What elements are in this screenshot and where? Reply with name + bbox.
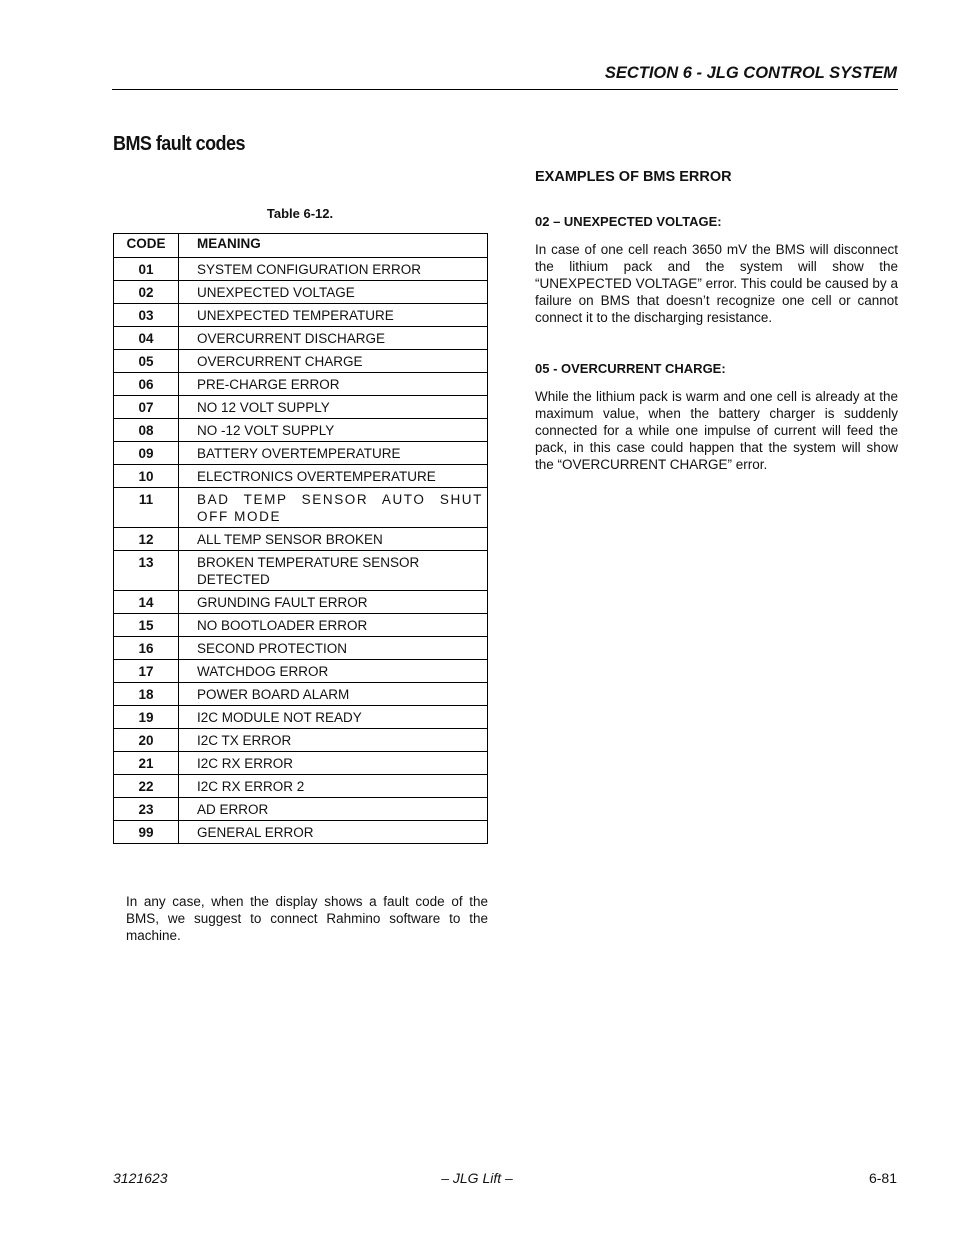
table-row — [114, 396, 488, 419]
table-row — [114, 551, 488, 591]
table-row — [114, 327, 488, 350]
meaning-cell: PRE-CHARGE ERROR — [179, 373, 488, 396]
meaning-cell: ALL TEMP SENSOR BROKEN — [179, 528, 488, 551]
table-row — [114, 752, 488, 775]
table-row — [114, 304, 488, 327]
meaning-cell: UNEXPECTED VOLTAGE — [179, 281, 488, 304]
table-row — [114, 729, 488, 752]
code-cell: 03 — [114, 304, 179, 327]
meaning-cell: I2C RX ERROR — [179, 752, 488, 775]
meaning-cell: OVERCURRENT DISCHARGE — [179, 327, 488, 350]
examples-heading: EXAMPLES OF BMS ERROR — [535, 169, 732, 185]
meaning-cell: UNEXPECTED TEMPERATURE — [179, 304, 488, 327]
meaning-cell: NO 12 VOLT SUPPLY — [179, 396, 488, 419]
code-cell: 22 — [114, 775, 179, 798]
page-title: BMS fault codes — [113, 133, 245, 155]
code-cell: 23 — [114, 798, 179, 821]
code-cell: 10 — [114, 465, 179, 488]
meaning-cell: BATTERY OVERTEMPERATURE — [179, 442, 488, 465]
example-text: While the lithium pack is warm and one cell is already at the maximum value, when the battery charger is suddenly connected for a while one impulse of current will feed the pack, in this case could happen that the system will show the “OVERCURRENT CHARGE” error. — [535, 389, 898, 472]
code-cell: 09 — [114, 442, 179, 465]
code-cell: 99 — [114, 821, 179, 844]
note-paragraph: In any case, when the display shows a fault code of the BMS, we suggest to connect Rahmino software to the machine. — [126, 894, 488, 943]
table-row — [114, 373, 488, 396]
meaning-cell: I2C TX ERROR — [179, 729, 488, 752]
code-cell: 02 — [114, 281, 179, 304]
meaning-cell: OVERCURRENT CHARGE — [179, 350, 488, 373]
code-cell: 20 — [114, 729, 179, 752]
meaning-cell: I2C RX ERROR 2 — [179, 775, 488, 798]
meaning-cell: BAD TEMP SENSOR AUTO SHUT OFF MODE — [179, 488, 488, 528]
table-row — [114, 821, 488, 844]
header-divider — [112, 89, 898, 90]
table-row — [114, 591, 488, 614]
example-text: In case of one cell reach 3650 mV the BMS will disconnect the lithium pack and the system will show the “UNEXPECTED VOLTAGE” error. This could be caused by a failure on BMS that doesn’t recognize one cell or cannot connect it to the discharging resistance. — [535, 242, 898, 325]
document-number: 3121623 — [113, 1170, 168, 1186]
column-header-meaning: MEANING — [179, 234, 488, 258]
meaning-cell: GENERAL ERROR — [179, 821, 488, 844]
table-row — [114, 683, 488, 706]
page-number: 6-81 — [868, 1170, 897, 1186]
code-cell: 12 — [114, 528, 179, 551]
code-cell: 15 — [114, 614, 179, 637]
table-row — [114, 488, 488, 528]
table-row — [114, 419, 488, 442]
table-body — [114, 258, 488, 844]
code-cell: 08 — [114, 419, 179, 442]
table-row — [114, 637, 488, 660]
meaning-cell: POWER BOARD ALARM — [179, 683, 488, 706]
table-row — [114, 706, 488, 729]
meaning-cell: ELECTRONICS OVERTEMPERATURE — [179, 465, 488, 488]
meaning-cell: SYSTEM CONFIGURATION ERROR — [179, 258, 488, 281]
table-row — [114, 442, 488, 465]
column-header-code: CODE — [114, 234, 179, 258]
code-cell: 07 — [114, 396, 179, 419]
code-cell: 17 — [114, 660, 179, 683]
meaning-cell: WATCHDOG ERROR — [179, 660, 488, 683]
table-row — [114, 775, 488, 798]
code-cell: 14 — [114, 591, 179, 614]
code-cell: 06 — [114, 373, 179, 396]
code-cell: 16 — [114, 637, 179, 660]
example-title: 02 – UNEXPECTED VOLTAGE: — [535, 214, 722, 229]
code-cell: 04 — [114, 327, 179, 350]
code-cell: 21 — [114, 752, 179, 775]
code-cell: 11 — [114, 488, 179, 528]
table-row — [114, 660, 488, 683]
table-row — [114, 614, 488, 637]
table-row — [114, 350, 488, 373]
fault-code-table — [113, 233, 488, 844]
meaning-cell: NO BOOTLOADER ERROR — [179, 614, 488, 637]
table-row — [114, 258, 488, 281]
table-row — [114, 281, 488, 304]
code-cell: 19 — [114, 706, 179, 729]
table-caption: Table 6-12. — [266, 206, 334, 221]
table-row — [114, 465, 488, 488]
code-cell: 01 — [114, 258, 179, 281]
meaning-cell: SECOND PROTECTION — [179, 637, 488, 660]
meaning-cell: NO -12 VOLT SUPPLY — [179, 419, 488, 442]
section-title: SECTION 6 - JLG CONTROL SYSTEM — [604, 64, 897, 82]
table-row — [114, 528, 488, 551]
code-cell: 05 — [114, 350, 179, 373]
publisher-label: – JLG Lift – — [441, 1170, 513, 1186]
example-title: 05 - OVERCURRENT CHARGE: — [535, 361, 726, 376]
meaning-cell: I2C MODULE NOT READY — [179, 706, 488, 729]
table-row — [114, 798, 488, 821]
code-cell: 18 — [114, 683, 179, 706]
meaning-cell: BROKEN TEMPERATURE SENSOR DETECTED — [179, 551, 488, 591]
meaning-cell: AD ERROR — [179, 798, 488, 821]
code-cell: 13 — [114, 551, 179, 591]
table-header-row — [114, 234, 488, 258]
meaning-cell: GRUNDING FAULT ERROR — [179, 591, 488, 614]
